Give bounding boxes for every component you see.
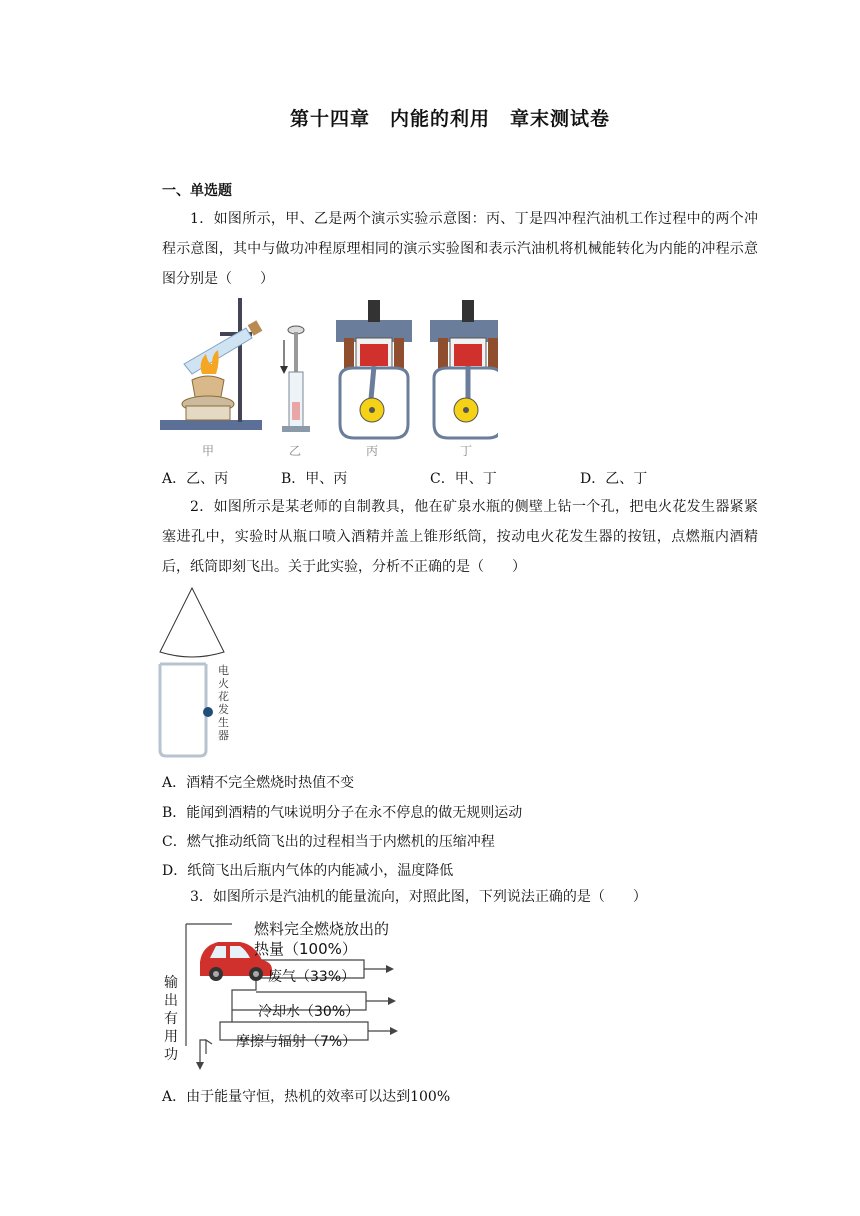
section-heading: 一、单选题 — [162, 183, 232, 199]
test-tube-apparatus — [160, 298, 262, 430]
cooling-water-label: 冷却水（30%） — [258, 1004, 360, 1020]
total-heat-label: 燃料完全燃烧放出的 热量（100%） — [254, 920, 390, 958]
q2-option-a: A．酒精不完全燃烧时热值不变 — [162, 775, 355, 791]
q2-option-d: D．纸筒飞出后瓶内气体的内能减小，温度降低 — [162, 863, 454, 879]
engine-diagram-c — [336, 300, 412, 438]
q1-option-d: D．乙、丁 — [580, 471, 648, 487]
air-pump-apparatus — [280, 326, 310, 432]
question-1-stem: 1．如图所示，甲、乙是两个演示实验示意图：丙、丁是四冲程汽油机工作过程中的两个冲程示意图，其中与做功冲程原理相同的演示实验图和表示汽油机将机械能转化为内能的冲程示意图分别是（ ） — [162, 211, 758, 287]
q2-option-b: B．能闻到酒精的气味说明分子在永不停息的做无规则运动 — [162, 805, 523, 821]
caption-yi: 乙 — [289, 444, 302, 458]
spark-generator-label: 电 火 花 发 生 器 — [218, 664, 229, 742]
q2-option-c: C．燃气推动纸筒飞出的过程相当于内燃机的压缩冲程 — [162, 834, 495, 850]
question-1-figure — [158, 292, 498, 460]
question-2-stem: 2．如图所示是某老师的自制教具，他在矿泉水瓶的侧壁上钻一个孔，把电火花发生器紧紧塞进孔中，实验时从瓶口喷入酒精并盖上锥形纸筒，按动电火花发生器的按钮，点燃瓶内酒精后，纸筒即刻飞出。关于此实验，分析不正确的是（ ） — [162, 499, 758, 575]
q1-option-a: A．乙、丙 — [162, 471, 229, 487]
page-title: 第十四章 内能的利用 章末测试卷 — [289, 108, 610, 130]
q1-option-c: C．甲、丁 — [430, 471, 497, 487]
q3-option-a: A．由于能量守恒，热机的效率可以达到100% — [162, 1089, 451, 1105]
caption-bing: 丙 — [366, 444, 379, 458]
caption-ding: 丁 — [460, 444, 473, 458]
friction-radiation-label: 摩擦与辐射（7%） — [236, 1034, 357, 1050]
question-3-stem: 3．如图所示是汽油机的能量流向，对照此图，下列说法正确的是（ ） — [190, 889, 647, 905]
useful-work-label: 输 出 有 用 功 — [164, 975, 178, 1063]
caption-jia: 甲 — [202, 444, 215, 458]
exhaust-label: 废气（33%） — [268, 969, 356, 985]
q1-option-b: B．甲、丙 — [281, 471, 348, 487]
engine-diagram-d — [430, 300, 498, 438]
